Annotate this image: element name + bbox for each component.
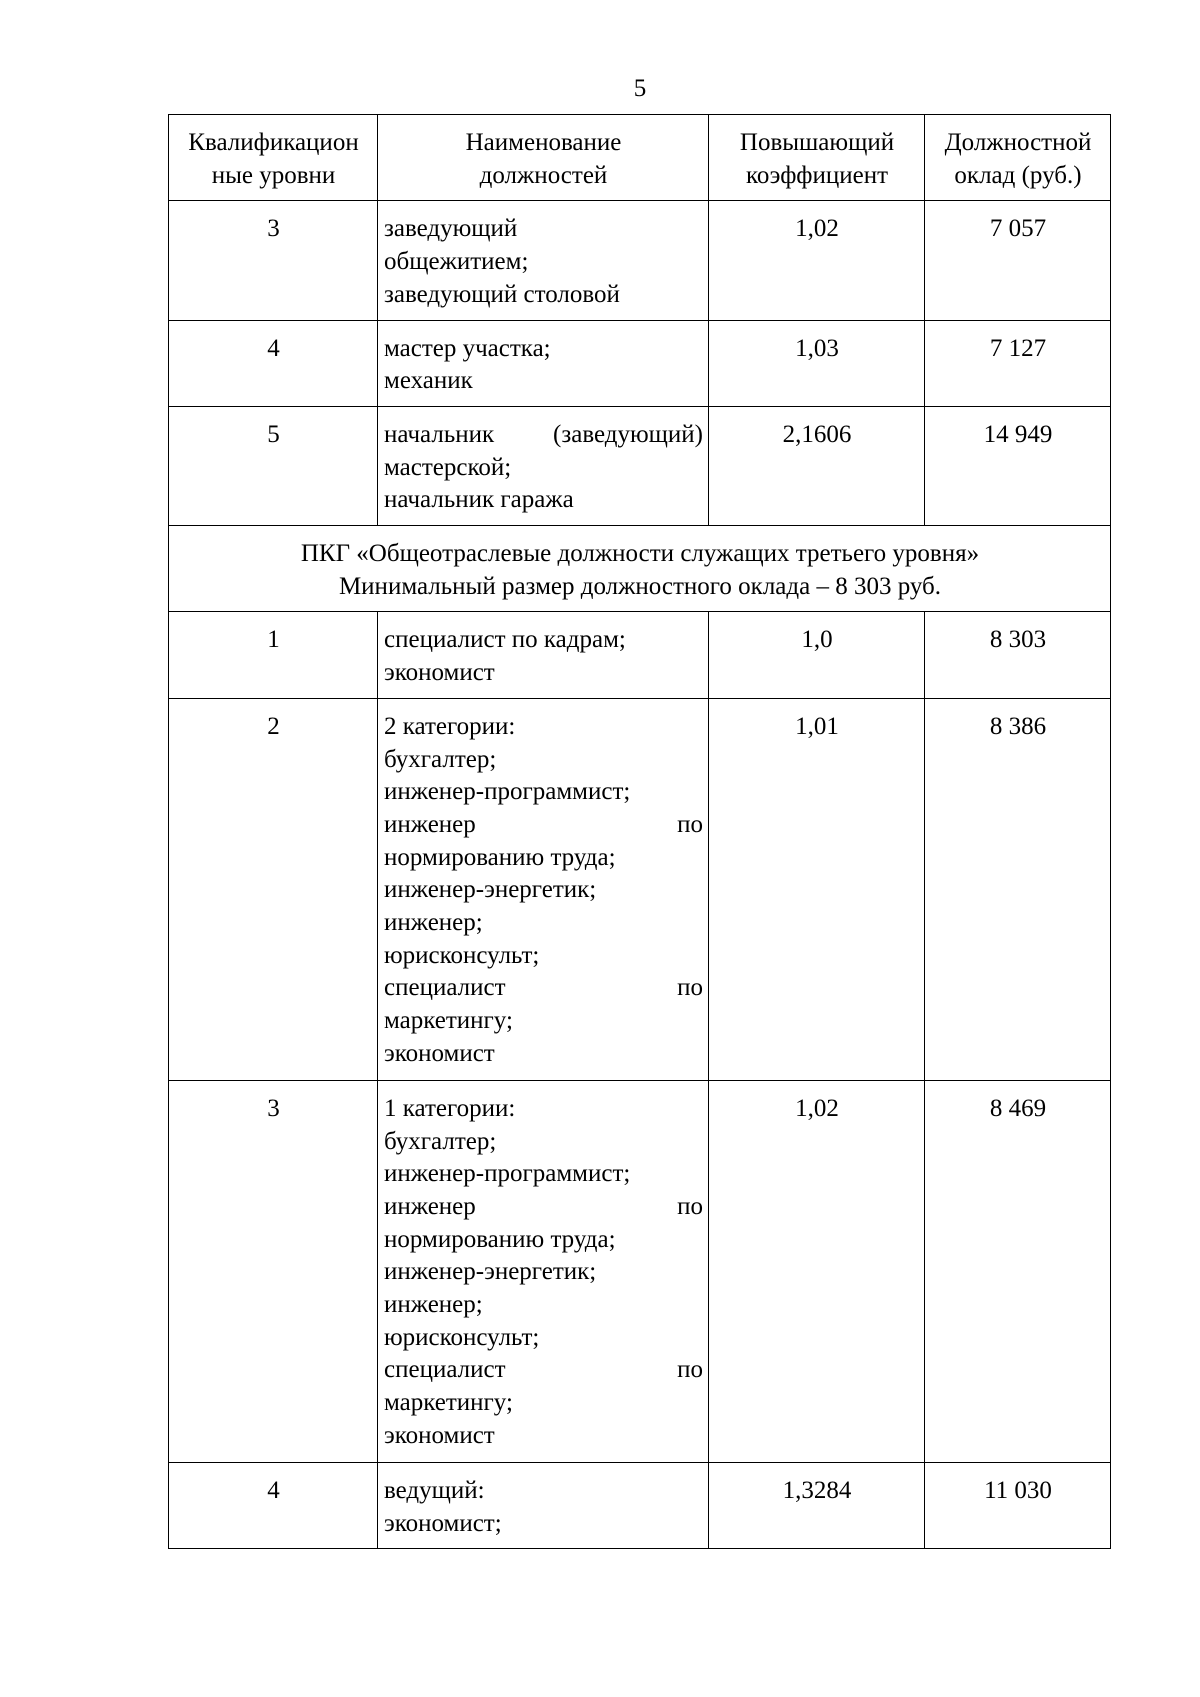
table-row [169,201,1111,320]
position-name-line: бухгалтер; [384,1127,497,1155]
level-cell: 1 [169,612,378,698]
position-names-cell [378,698,709,1080]
header-coefficient: Повышающий коэффициент [709,115,925,201]
position-name-line: инженер-энергетик; [384,1258,597,1286]
group-title: ПКГ «Общеотраслевые должности служащих третьего уровня» [300,540,980,568]
position-name-line: экономист [384,1039,495,1067]
position-name-line: специалист по кадрам; [384,626,626,654]
position-name-line [384,972,703,1005]
salary-cell: 7 127 [925,320,1111,406]
coefficient-cell: 2,1606 [709,406,925,525]
group-min-salary: Минимальный размер должностного оклада – 8 303 руб. [338,572,942,600]
header-position-names: Наименование должностей [378,115,709,201]
coefficient-cell: 1,03 [709,320,925,406]
level-cell: 4 [169,1462,378,1548]
level-cell: 5 [169,406,378,525]
position-name-line: инженер; [384,909,483,937]
table-row [169,320,1111,406]
table-row [169,698,1111,1080]
position-name-line: инженер-энергетик; [384,876,597,904]
salary-cell: 8 386 [925,698,1111,1080]
salary-cell: 8 469 [925,1080,1111,1462]
position-names-cell [378,320,709,406]
position-name-line: маркетингу; [384,1389,513,1417]
position-name-line [384,419,703,452]
position-names-cell [378,201,709,320]
salary-cell: 11 030 [925,1462,1111,1548]
position-name-line: юрисконсульт; [384,941,540,969]
coefficient-cell: 1,0 [709,612,925,698]
position-name-word: начальник [384,420,495,448]
level-cell: 2 [169,698,378,1080]
position-name-word: по [677,1356,703,1384]
group-header-row [169,526,1111,612]
position-name-word: по [677,974,703,1002]
position-name-line: маркетингу; [384,1007,513,1035]
salary-cell: 8 303 [925,612,1111,698]
position-name-word: инженер [384,1192,476,1220]
coefficient-cell: 1,02 [709,1080,925,1462]
position-name-line: юрисконсульт; [384,1323,540,1351]
position-name-line: нормированию труда; [384,843,616,871]
position-name-line: заведующий [384,215,518,243]
page-number: 5 [633,75,647,102]
position-name-word: специалист [384,1356,506,1384]
position-name-line: заведующий столовой [384,280,620,308]
position-name-word: инженер [384,810,476,838]
salary-cell: 7 057 [925,201,1111,320]
coefficient-cell: 1,02 [709,201,925,320]
position-name-line: инженер-программист; [384,1160,631,1188]
position-name-line: экономист [384,1421,495,1449]
position-name-line [384,1191,703,1224]
table-row [169,1462,1111,1548]
position-name-word: по [677,1192,703,1220]
position-name-word: специалист [384,974,506,1002]
coefficient-cell: 1,01 [709,698,925,1080]
table-header-row [169,115,1111,201]
position-names-cell [378,1080,709,1462]
position-name-line: экономист [384,659,495,687]
position-name-line: механик [384,367,473,395]
table-row [169,406,1111,525]
position-name-line: 1 категории: [384,1094,516,1122]
position-name-line: экономист; [384,1509,502,1537]
position-names-cell [378,406,709,525]
position-name-line: начальник гаража [384,486,574,514]
header-salary: Должностной оклад (руб.) [925,115,1111,201]
table-row [169,1080,1111,1462]
coefficient-cell: 1,3284 [709,1462,925,1548]
position-name-line: инженер; [384,1291,483,1319]
position-names-cell [378,612,709,698]
level-cell: 4 [169,320,378,406]
group-header-cell [169,526,1111,612]
level-cell: 3 [169,1080,378,1462]
header-qualification-levels: Квалификацион ные уровни [169,115,378,201]
position-name-word: (заведующий) [553,420,703,448]
position-name-line: 2 категории: [384,712,516,740]
position-name-line [384,809,703,842]
position-name-line: инженер-программист; [384,778,631,806]
position-name-line: мастерской; [384,453,512,481]
position-name-line: ведущий: [384,1476,485,1504]
level-cell: 3 [169,201,378,320]
position-name-line: бухгалтер; [384,745,497,773]
position-name-line: общежитием; [384,248,529,276]
position-name-line [384,1354,703,1387]
table-row [169,612,1111,698]
salary-cell: 14 949 [925,406,1111,525]
position-name-word: по [677,810,703,838]
position-names-cell [378,1462,709,1548]
position-name-line: нормированию труда; [384,1225,616,1253]
position-name-line: мастер участка; [384,334,551,362]
salary-table [168,114,1111,1549]
